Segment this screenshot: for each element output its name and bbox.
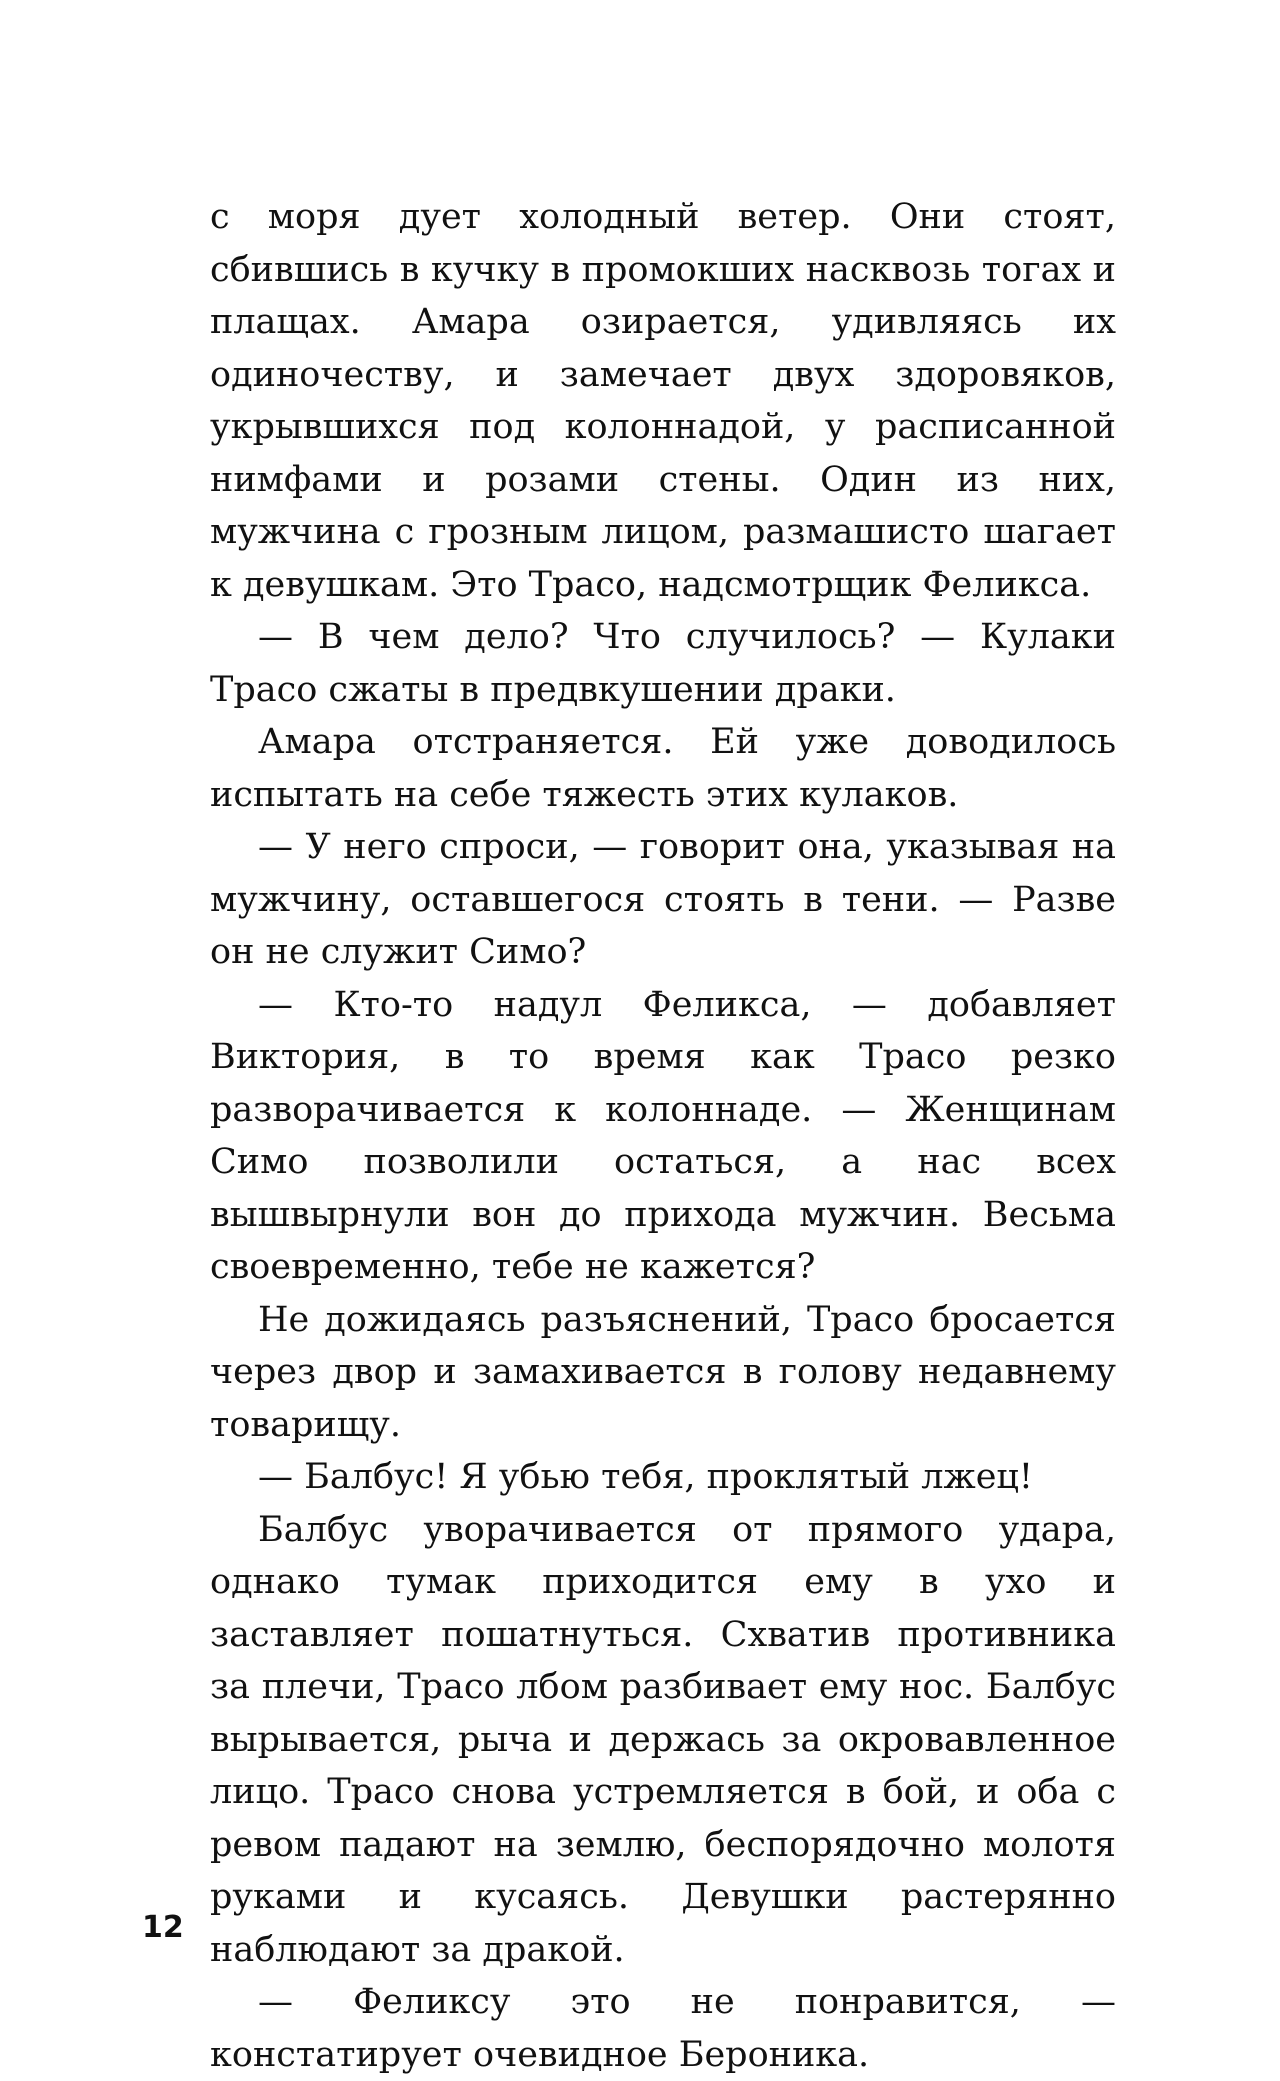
- paragraph-1: с моря дует холодный ветер. Они стоят, сбившись в кучку в промокших насквозь тогах и плащах. Амара озирается, удивляясь их одиночеству, и замечает двух здоровяков, укрывшихся под колоннадой, у расписанной нимфами и розами стены. Один из них, мужчина с грозным лицом, размашисто шагает к девушкам. Это Трасо, надсмотрщик Феликса.: [210, 197, 1116, 605]
- paragraph-9: — Феликсу это не понравится, — констатирует очевидное Бероника.: [210, 1982, 1116, 2075]
- paragraph-5: — Кто-то надул Феликса, — добавляет Виктория, в то время как Трасо резко разворачивается к колоннаде. — Женщинам Симо позволили остаться, а нас всех вышвырнули вон до прихода мужчин. Весьма своевременно, тебе не кажется?: [210, 984, 1116, 1287]
- page-number: 12: [142, 1910, 184, 1945]
- paragraph-3: Амара отстраняется. Ей уже доводилось испытать на себе тяжесть этих кулаков.: [210, 722, 1116, 815]
- paragraph-7: — Балбус! Я убью тебя, проклятый лжец!: [258, 1457, 1033, 1497]
- paragraph-4: — У него спроси, — говорит она, указывая на мужчину, оставшегося стоять в тени. — Разве он не служит Симо?: [210, 827, 1116, 972]
- paragraph-2: — В чем дело? Что случилось? — Кулаки Трасо сжаты в предвкушении драки.: [210, 617, 1116, 710]
- body-text: [210, 191, 1116, 2081]
- paragraph-6: Не дожидаясь разъяснений, Трасо бросается через двор и замахивается в голову недавнему товарищу.: [210, 1299, 1116, 1445]
- paragraph-8: Балбус уворачивается от прямого удара, однако тумак приходится ему в ухо и заставляет пошатнуться. Схватив противника за плечи, Трасо лбом разбивает ему нос. Балбус вырывается, рыча и держась за окровавленное лицо. Трасо снова устремляется в бой, и оба с ревом падают на землю, беспорядочно молотя руками и кусаясь. Девушки растерянно наблюдают за дракой.: [210, 1509, 1116, 1970]
